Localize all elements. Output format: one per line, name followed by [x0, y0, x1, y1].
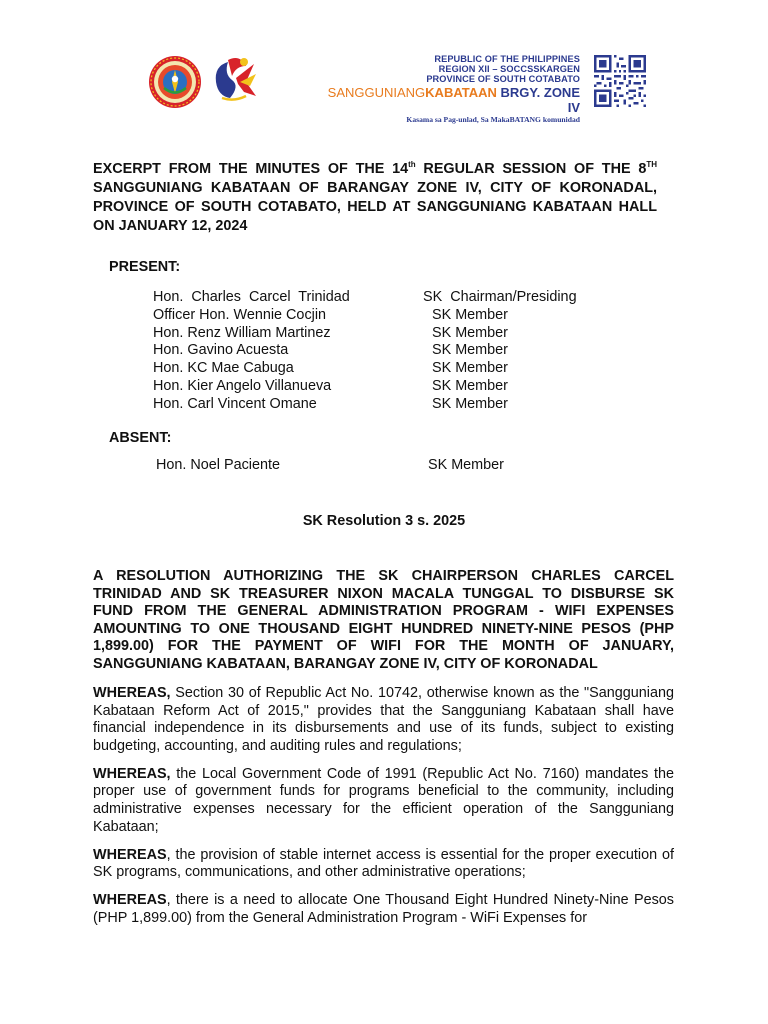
absent-heading: ABSENT: [109, 430, 172, 446]
title-part-2: REGULAR SESSION OF THE 8 [415, 161, 647, 177]
member-position: SK Member [432, 342, 508, 359]
sk-name-sangguniang: SANGGUNIANG [327, 85, 426, 100]
roster-row [153, 325, 613, 343]
member-name: Hon. Charles Carcel Trinidad [153, 289, 350, 305]
title-sup-1: th [408, 160, 416, 170]
government-heading [320, 54, 580, 125]
title-part-1: EXCERPT FROM THE MINUTES OF THE 14 [93, 161, 409, 177]
whereas-text: the Local Government Code of 1991 (Republic Act No. 7160) mandates the proper use of government funds for programs beneficial to the community, including administrative expenses necessary for the efficient operation of the Sangguniang Kabataan; [93, 765, 674, 835]
whereas-text: , there is a need to allocate One Thousand Eight Hundred Ninety-Nine Pesos (PHP 1,899.00) from the General Administration Program - WiFi Expenses for [93, 892, 674, 926]
whereas-text: Section 30 of Republic Act No. 10742, otherwise known as the "Sangguniang Kabataan Reform Act of 2015," provides that the Sangguniang Kabataan shall have financial independence in its disbursements and use of its funds, subject to existing budgeting, accounting, and auditing rules and regulations; [93, 685, 674, 754]
gov-line-province: PROVINCE OF SOUTH COTABATO [426, 74, 580, 84]
roster-row [153, 396, 613, 414]
sk-unit-name [320, 85, 580, 115]
member-name: Hon. Carl Vincent Omane [153, 395, 317, 412]
resolution-number: SK Resolution 3 s. 2025 [302, 513, 466, 529]
whereas-paragraph [93, 892, 674, 927]
whereas-paragraph [93, 766, 674, 836]
member-position: SK Member [432, 395, 508, 412]
member-name: Hon. Kier Angelo Villanueva [153, 377, 332, 394]
member-name: Hon. Noel Paciente [156, 457, 280, 473]
member-name: Hon. KC Mae Cabuga [153, 360, 294, 377]
roster-row [153, 378, 613, 396]
member-name: Officer Hon. Wennie Cocjin [153, 306, 327, 323]
roster-row [153, 360, 613, 378]
whereas-lead: WHEREAS, [93, 685, 171, 701]
title-sup-2: TH [646, 160, 657, 170]
present-heading: PRESENT: [109, 259, 181, 275]
title-part-3: SANGGUNIANG KABATAAN OF BARANGAY ZONE IV, CITY OF KORONADAL, PROVINCE OF SOUTH COTABATO, HELD AT SANGGUNIANG KABATAAN HALL ON JANUARY 12, 2024 [93, 180, 657, 234]
sk-name-kabataan: KABATAAN [425, 85, 497, 100]
whereas-paragraph [93, 847, 674, 882]
member-position: SK Chairman/Presiding [423, 289, 577, 305]
roster-row [153, 457, 613, 475]
present-roster [153, 289, 613, 414]
whereas-text: , the provision of stable internet access is essential for the proper execution of SK programs, communications, and other administrative operations; [93, 846, 674, 881]
sk-name-zone: BRGY. ZONE IV [500, 85, 580, 115]
barangay-seal-logo [148, 55, 202, 109]
whereas-paragraph [93, 685, 674, 755]
letterhead [0, 0, 768, 124]
absent-roster [153, 457, 613, 475]
minutes-title [93, 160, 657, 236]
resolution-title: A RESOLUTION AUTHORIZING THE SK CHAIRPERSON CHARLES CARCEL TRINIDAD AND SK TREASURER NIXON MACALA TUNGGAL TO DISBURSE SK FUND FROM THE GENERAL ADMINISTRATION PROGRAM - WIFI EXPENSES AMOUNTING TO ONE THOUSAND EIGHT HUNDRED NINETY-NINE PESOS (PHP 1,899.00) FOR THE PAYMENT OF WIFI FOR THE MONTH OF JANUARY, SANGGUNIANG KABATAAN, BARANGAY ZONE IV, CITY OF KORONADAL [93, 568, 674, 672]
qr-code-icon [594, 55, 646, 107]
sk-motto: Kasama sa Pag-unlad, Sa MakaBATANG komunidad [406, 115, 580, 124]
whereas-clauses [93, 685, 674, 938]
roster-row [153, 342, 613, 360]
sk-logo [210, 52, 260, 104]
whereas-lead: WHEREAS, [93, 765, 171, 782]
roster-row [153, 307, 613, 325]
member-position: SK Member [432, 324, 508, 341]
gov-line-republic: REPUBLIC OF THE PHILIPPINES [434, 54, 580, 64]
member-name: Hon. Renz William Martinez [153, 324, 331, 341]
member-position: SK Member [432, 377, 508, 394]
member-position: SK Member [428, 457, 504, 473]
whereas-lead: WHEREAS [93, 846, 167, 863]
whereas-lead: WHEREAS [93, 892, 167, 909]
member-position: SK Member [432, 360, 508, 377]
member-position: SK Member [432, 306, 508, 323]
gov-line-region: REGION XII – SOCCSSKARGEN [438, 64, 580, 74]
roster-row [153, 289, 613, 307]
member-name: Hon. Gavino Acuesta [153, 342, 289, 359]
